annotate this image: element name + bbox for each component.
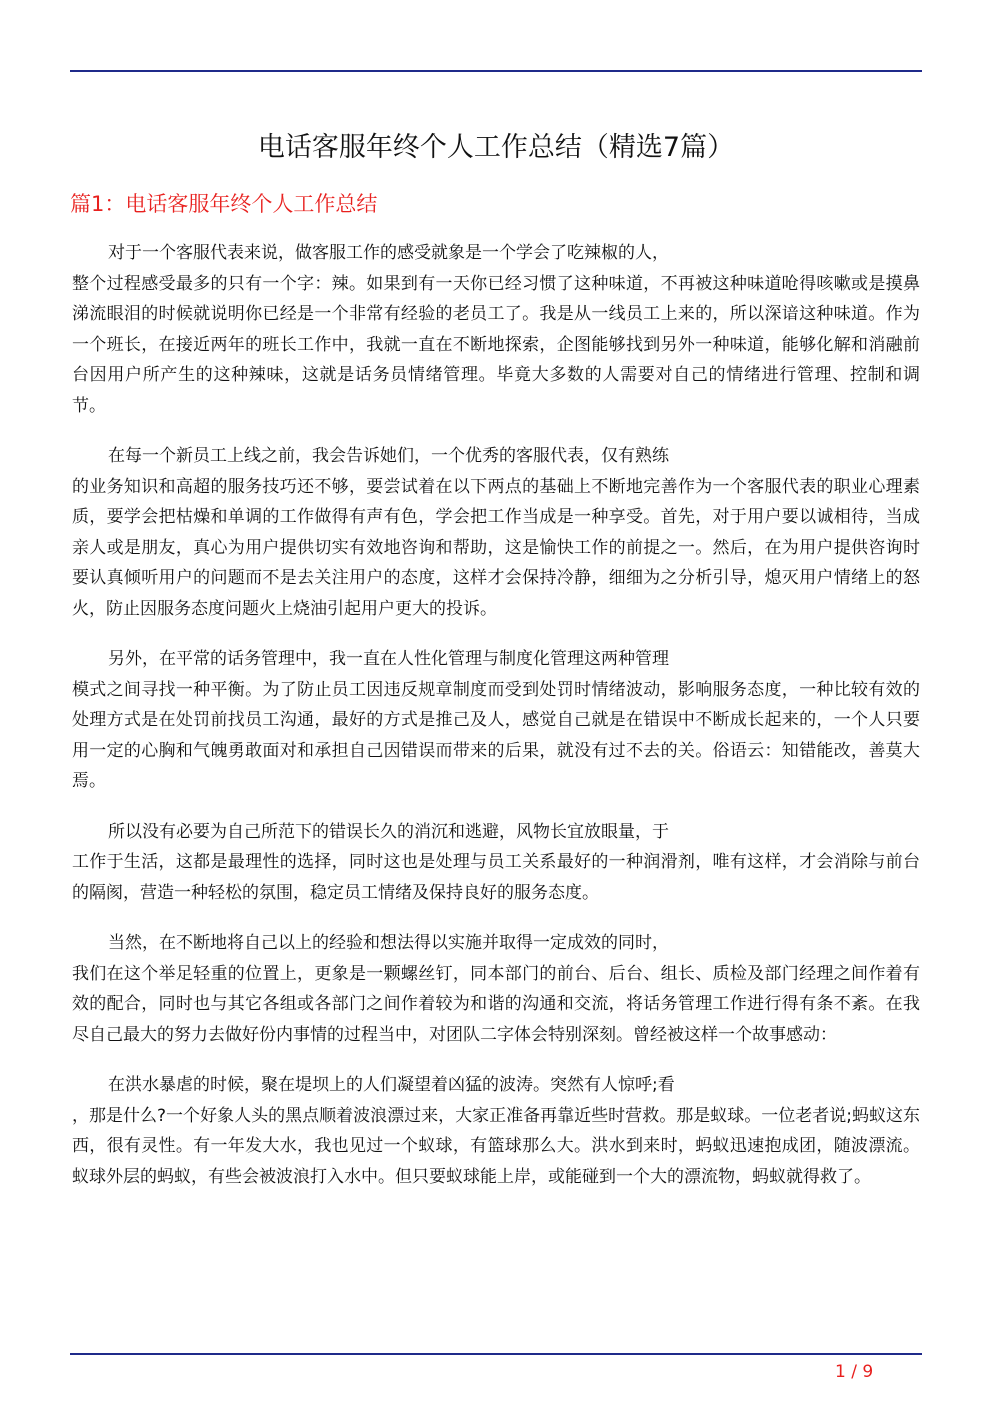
paragraph-1-body: 整个过程感受最多的只有一个字：辣。如果到有一天你已经习惯了这种味道，不再被这种味道呛得咳嗽或是摸鼻涕流眼泪的时候就说明你已经是一个非常有经验的老员工了。我是从一线员工上来的，所以深谙这种味道。作为一个班长，在接近两年的班长工作中，我就一直在不断地探索，企图能够找到另外一种味道，能够化解和消融前台因用户所产生的这种辣味，这就是话务员情绪管理。毕竟大多数的人需要对自己的情绪进行管理、控制和调节。 [72, 273, 920, 416]
paragraph-4 [72, 817, 920, 909]
paragraph-5-first-line: 当然，在不断地将自己以上的经验和想法得以实施并取得一定成效的同时， [108, 933, 669, 953]
paragraph-6-body: ，那是什么?一个好象人头的黑点顺着波浪漂过来，大家正准备再靠近些时营救。那是蚁球。一位老者说;蚂蚁这东西，很有灵性。有一年发大水，我也见过一个蚁球，有篮球那么大。洪水到来时，蚂蚁迅速抱成团，随波漂流。蚁球外层的蚂蚁，有些会被波浪打入水中。但只要蚁球能上岸，或能碰到一个大的漂流物，蚂蚁就得救了。 [72, 1105, 920, 1187]
paragraph-5-body: 我们在这个举足轻重的位置上，更象是一颗螺丝钉，同本部门的前台、后台、组长、质检及部门经理之间作着有效的配合，同时也与其它各组或各部门之间作着较为和谐的沟通和交流，将话务管理工作进行得有条不紊。在我尽自己最大的努力去做好份内事情的过程当中，对团队二字体会特别深刻。曾经被这样一个故事感动： [72, 963, 920, 1045]
page-number: 1 / 9 [835, 1362, 874, 1382]
footer-rule [70, 1353, 922, 1355]
paragraph-5 [72, 928, 920, 1050]
paragraph-2-body: 的业务知识和高超的服务技巧还不够，要尝试着在以下两点的基础上不断地完善作为一个客服代表的职业心理素质，要学会把枯燥和单调的工作做得有声有色，学会把工作当成是一种享受。首先，对于用户要以诚相待，当成亲人或是朋友，真心为用户提供切实有效地咨询和帮助，这是愉快工作的前提之一。然后，在为用户提供咨询时要认真倾听用户的问题而不是去关注用户的态度，这样才会保持冷静，细细为之分析引导，熄灭用户情绪上的怒火，防止因服务态度问题火上烧油引起用户更大的投诉。 [72, 476, 920, 619]
section-heading: 篇1：电话客服年终个人工作总结 [70, 192, 378, 216]
paragraph-3-body: 模式之间寻找一种平衡。为了防止员工因违反规章制度而受到处罚时情绪波动，影响服务态度，一种比较有效的处理方式是在处罚前找员工沟通，最好的方式是推己及人，感觉自己就是在错误中不断成长起来的，一个人只要用一定的心胸和气魄勇敢面对和承担自己因错误而带来的后果，就没有过不去的关。俗语云：知错能改，善莫大焉。 [72, 679, 920, 791]
paragraph-4-first-line: 所以没有必要为自己所范下的错误长久的消沉和逃避，风物长宜放眼量，于 [108, 821, 669, 842]
paragraph-4-body: 工作于生活，这都是最理性的选择，同时这也是处理与员工关系最好的一种润滑剂，唯有这样，才会消除与前台的隔阂，营造一种轻松的氛围，稳定员工情绪及保持良好的服务态度。 [72, 852, 920, 903]
document-title: 电话客服年终个人工作总结（精选7篇） [257, 132, 735, 163]
paragraph-1-first-line: 对于一个客服代表来说，做客服工作的感受就象是一个学会了吃辣椒的人， [108, 243, 669, 263]
header-rule [70, 70, 922, 72]
paragraph-2 [72, 441, 920, 624]
paragraph-3 [72, 644, 920, 797]
paragraph-1 [72, 238, 920, 421]
paragraph-3-first-line: 另外，在平常的话务管理中，我一直在人性化管理与制度化管理这两种管理 [108, 649, 669, 669]
paragraph-6 [72, 1070, 920, 1192]
paragraph-6-first-line: 在洪水暴虐的时候，聚在堤坝上的人们凝望着凶猛的波涛。突然有人惊呼;看 [108, 1075, 675, 1095]
paragraph-2-first-line: 在每一个新员工上线之前，我会告诉她们，一个优秀的客服代表，仅有熟练 [108, 446, 669, 466]
document-body [72, 238, 920, 1212]
